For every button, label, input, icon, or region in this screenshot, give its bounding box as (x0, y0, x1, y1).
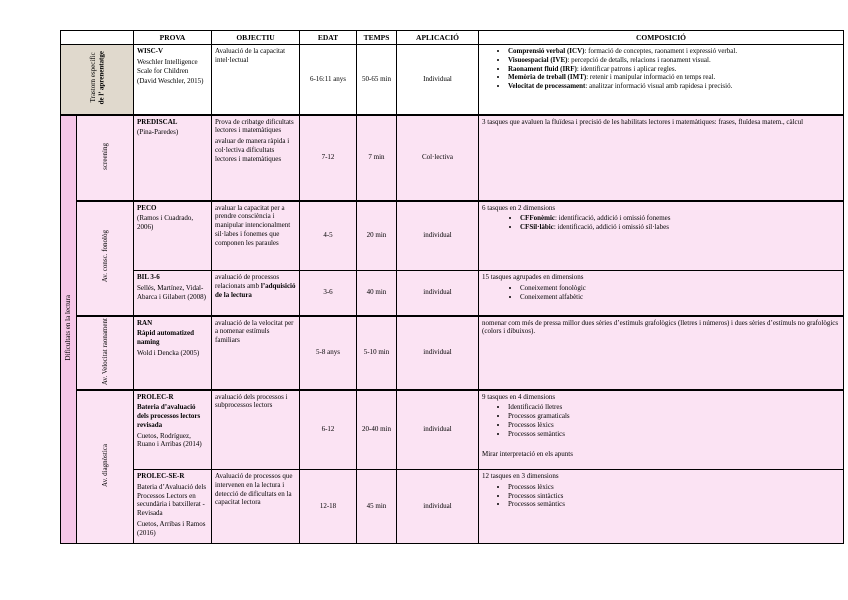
ran-name: RAN (137, 318, 153, 327)
wisc-composicio (479, 45, 844, 115)
prolec-item: • Processos semàntics (508, 430, 840, 439)
ran-aplicacio: individual (397, 316, 479, 390)
assessment-table (60, 30, 844, 544)
row-prolec (61, 390, 844, 470)
bil-prova (134, 271, 212, 316)
bil-author: Sellés, Martínez, Vidal-Abarca i Gilabert (2008) (137, 283, 206, 301)
bil-aplicacio: individual (397, 271, 479, 316)
prolec-item: • Identificació lletres (508, 403, 840, 412)
subgroup-fonolog-label: Av. consc. fonològ (100, 230, 109, 283)
group-trastorn-line2: de l’ aprenentatge (97, 51, 105, 105)
bil-temps: 40 min (357, 271, 397, 316)
subgroup-fonolog (77, 201, 134, 316)
header-aplicacio: APLICACIÓ (397, 31, 479, 45)
group-trastorn-line1: Trastorn específic (88, 52, 97, 103)
prolec-composicio (479, 390, 844, 470)
header-prova: PROVA (134, 31, 212, 45)
bil-name: BIL 3-6 (137, 273, 160, 281)
wisc-name: WISC-V (137, 47, 164, 55)
prolecse-edat: 12-18 (300, 470, 357, 544)
bil-obj-b: l’adquisició de la lectura (215, 281, 296, 299)
subgroup-diagnostica (77, 390, 134, 544)
prolec-comp: 9 tasques en 4 dimensions (482, 392, 556, 401)
prolecse-prova (134, 470, 212, 544)
prolecse-item: • Processos lèxics (508, 483, 840, 492)
peco-objectiu: avaluar la capacitat per a prendre consciència i manipular intencionalment sil·labes i fonemes que componen les paraules (212, 201, 300, 271)
subgroup-screening (77, 115, 134, 201)
subgroup-diagnostica-label: Av. diagnòstica (100, 443, 109, 487)
prolecse-composicio (479, 470, 844, 544)
wisc-prova (134, 45, 212, 115)
prolec-note: Mirar interpretació en els apunts (482, 450, 573, 459)
prediscal-objectiu (212, 115, 300, 201)
peco-name: PECO (137, 203, 157, 212)
row-prolecse (61, 470, 844, 544)
prolecse-item: • Processos semàntics (508, 500, 840, 509)
header-objectiu: OBJECTIU (212, 31, 300, 45)
prolecse-fullname: Bateria d’Avaluació dels Processos Lectors en secundària i batxillerat - Revisada (137, 482, 207, 517)
wisc-edat: 6-16:11 anys (300, 45, 357, 115)
prediscal-author: (Pina-Paredes) (137, 128, 179, 137)
wisc-item: • Velocitat de processament: analitzar informació visual amb rapidesa i precisió. (508, 82, 840, 91)
prolec-fullname: Bateria d’avaluació dels processos lectors revisada (137, 403, 201, 429)
prediscal-edat: 7-12 (300, 115, 357, 201)
prediscal-obj2: avaluar de manera ràpida i col·lectiva dificultats lectores i matemàtiques (215, 137, 290, 163)
wisc-item: • Visuoespacial (IVE): percepció de detalls, relacions i raonament visual. (508, 56, 840, 65)
prolec-author: Cuetos, Rodríguez, Ruano i Arribas (2014) (137, 431, 202, 449)
prolec-edat: 6-12 (300, 390, 357, 470)
subgroup-velocitat-label: Av. Velocitat raonament (100, 317, 109, 385)
wisc-item: • Comprensió verbal (ICV): formació de conceptes, raonament i expressió verbal. (508, 47, 840, 56)
ran-edat: 5-8 anys (300, 316, 357, 390)
prolec-prova (134, 390, 212, 470)
peco-aplicacio: individual (397, 201, 479, 271)
subgroup-screening-label: screening (100, 142, 109, 170)
group-dificultats-label: Dificultats en la lectura (64, 295, 73, 361)
bil-edat: 3-6 (300, 271, 357, 316)
prediscal-name: PREDISCAL (137, 117, 178, 126)
prolec-name: PROLEC-R (137, 392, 174, 401)
header-composicio: COMPOSICIÓ (479, 31, 844, 45)
subgroup-velocitat (77, 316, 134, 390)
peco-prova (134, 201, 212, 271)
prolecse-objectiu: Avaluació de processos que intervenen en la lectura i detecció de dificultats en la capacitat lectora (212, 470, 300, 544)
ran-fullname: Ràpid automatized naming (137, 329, 194, 346)
wisc-fullname: Weschler Intelligence Scale for Children (137, 57, 198, 75)
ran-objectiu: avaluació de la velocitat per a nomenar estímuls familiars (212, 316, 300, 390)
bil-comp: 15 tasques agrupades en dimensions (482, 273, 584, 281)
wisc-author: (David Weschler, 2015) (137, 77, 204, 86)
prediscal-obj1: Prova de cribatge dificultats lectores i matemàtiques (215, 117, 294, 135)
peco-composicio (479, 201, 844, 271)
prediscal-composicio: 3 tasques que avaluen la fluïdesa i precisió de les habilitats lectores i matemàtiques: frases, fluïdesa matem., càlcul (479, 115, 844, 201)
row-wisc (61, 45, 844, 115)
group-trastorn (61, 45, 134, 115)
prediscal-aplicacio: Col·lectiva (397, 115, 479, 201)
ran-author: Wold i Dencka (2005) (137, 348, 200, 357)
wisc-objectiu: Avaluació de la capacitat intel·lectual (212, 45, 300, 115)
ran-composicio: nomenar com més de pressa millor dues sèries d’estímuls grafològics (lletres i números) i dues sèries d’estímuls no grafològics (colors i dibuixos). (479, 316, 844, 390)
header-blank (61, 31, 134, 45)
group-dificultats (61, 115, 77, 544)
prolecse-author: Cuetos, Arribas i Ramos (2016) (137, 519, 206, 537)
peco-item: • CFFonèmic: identificació, addició i omissió fonemes (520, 214, 840, 223)
row-ran (61, 316, 844, 390)
peco-item: • CFSil·làbic: identificació, addició i omissió síl·labes (520, 223, 840, 232)
wisc-aplicacio: Individual (397, 45, 479, 115)
wisc-item: • Memòria de treball (IMT): retenir i manipular informació en temps real. (508, 73, 840, 82)
wisc-item: • Raonament fluid (IRF): identificar patrons i aplicar regles. (508, 65, 840, 74)
peco-author: (Ramos i Cuadrado, 2006) (137, 214, 194, 231)
bil-item: • Coneixement fonològic (520, 284, 840, 293)
peco-comp: 6 tasques en 2 dimensions (482, 203, 556, 212)
prolec-temps: 20-40 min (357, 390, 397, 470)
prolecse-aplicacio: individual (397, 470, 479, 544)
ran-temps: 5-10 min (357, 316, 397, 390)
prolec-objectiu: avaluació dels processos i subprocessos lectors (212, 390, 300, 470)
prolecse-name: PROLEC-SE-R (137, 472, 185, 480)
wisc-temps: 50-65 min (357, 45, 397, 115)
bil-composicio (479, 271, 844, 316)
prolecse-comp: 12 tasques en 3 dimensions (482, 472, 559, 480)
header-temps: TEMPS (357, 31, 397, 45)
prolec-aplicacio: individual (397, 390, 479, 470)
prediscal-prova (134, 115, 212, 201)
prolec-item: • Processos lèxics (508, 421, 840, 430)
prediscal-temps: 7 min (357, 115, 397, 201)
row-bil (61, 271, 844, 316)
bil-objectiu (212, 271, 300, 316)
prolec-item: • Processos gramaticals (508, 412, 840, 421)
peco-edat: 4-5 (300, 201, 357, 271)
ran-prova (134, 316, 212, 390)
header-row (61, 31, 844, 45)
assessment-table-sheet (60, 30, 843, 544)
row-peco (61, 201, 844, 271)
prolecse-temps: 45 min (357, 470, 397, 544)
row-prediscal (61, 115, 844, 201)
prolecse-item: • Processos sintàctics (508, 492, 840, 501)
bil-item: • Coneixement alfabètic (520, 293, 840, 302)
bil-obj-a: avaluació de processos relacionats amb (215, 273, 280, 290)
peco-temps: 20 min (357, 201, 397, 271)
header-edat: EDAT (300, 31, 357, 45)
